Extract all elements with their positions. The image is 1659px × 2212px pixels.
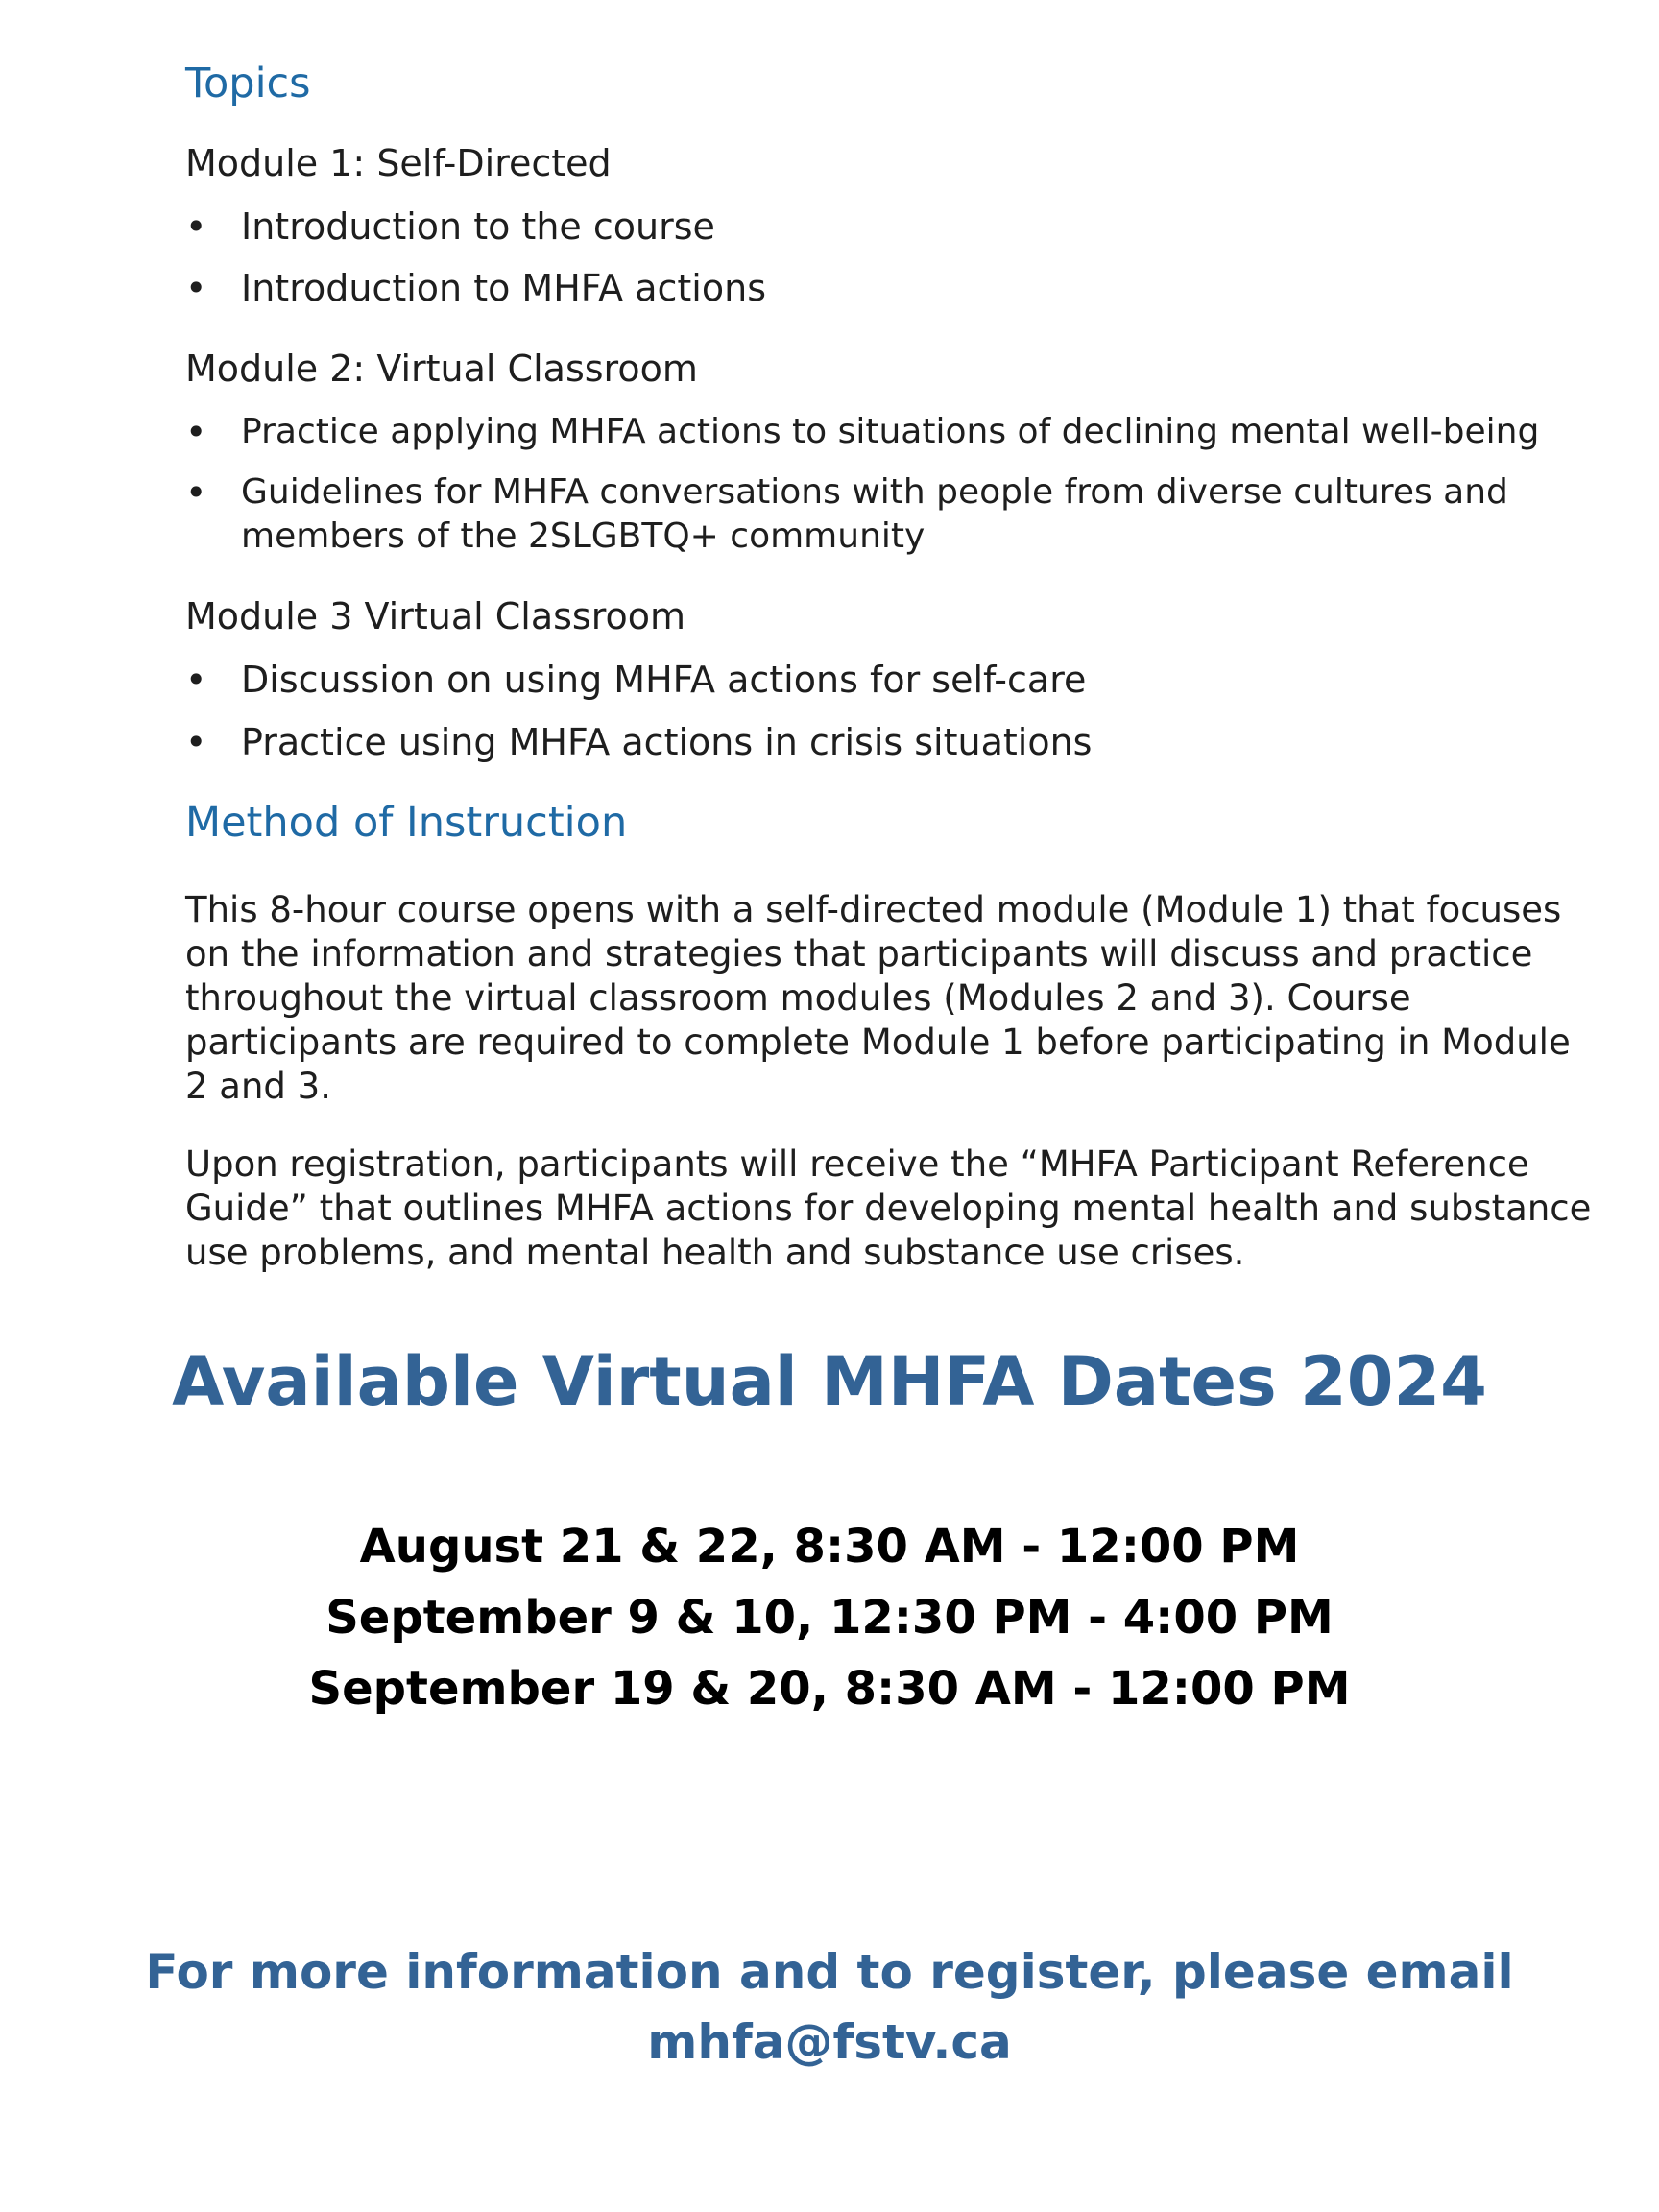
bullet-icon: • <box>185 411 207 453</box>
dates-title: Available Virtual MHFA Dates 2024 <box>172 1342 1487 1421</box>
module-1-title: Module 1: Self-Directed <box>185 142 612 184</box>
bullet-icon: • <box>185 721 207 763</box>
module-3-title: Module 3 Virtual Classroom <box>185 595 686 637</box>
contact-email-link[interactable]: mhfa@fstv.ca <box>647 2014 1012 2070</box>
bullet-icon: • <box>185 205 207 248</box>
list-item: • Introduction to MHFA actions <box>185 267 766 309</box>
bullet-icon: • <box>185 267 207 309</box>
method-paragraph-1: This 8-hour course opens with a self-directed module (Module 1) that focuses on the information and strategies that participants will discuss and practice throughout the virtual classroom modules (Modules 2 and 3). Course participants are required to complete Module 1 before participating in Module 2 and 3. <box>185 889 1571 1107</box>
date-session: September 19 & 20, 8:30 AM - 12:00 PM <box>308 1662 1351 1716</box>
method-heading: Method of Instruction <box>185 799 628 847</box>
list-item: • Introduction to the course <box>185 205 715 248</box>
list-item: • Discussion on using MHFA actions for self-care <box>185 659 1087 701</box>
list-item: • Practice applying MHFA actions to situations of declining mental well-being <box>185 411 1540 453</box>
list-item: • Practice using MHFA actions in crisis situations <box>185 721 1093 763</box>
date-session: August 21 & 22, 8:30 AM - 12:00 PM <box>359 1520 1300 1574</box>
bullet-icon: • <box>185 659 207 701</box>
module-2-title: Module 2: Virtual Classroom <box>185 348 698 390</box>
topics-heading: Topics <box>185 60 311 108</box>
list-item: • Guidelines for MHFA conversations with people from diverse cultures and members of the 2SLGBTQ+ community <box>185 471 1508 556</box>
bullet-icon: • <box>185 471 207 514</box>
date-session: September 9 & 10, 12:30 PM - 4:00 PM <box>325 1591 1334 1645</box>
contact-text: For more information and to register, please email <box>145 1944 1514 2000</box>
method-paragraph-2: Upon registration, participants will receive the “MHFA Participant Reference Guide” that outlines MHFA actions for developing mental health and substance use problems, and mental health and substance use crises. <box>185 1143 1592 1273</box>
